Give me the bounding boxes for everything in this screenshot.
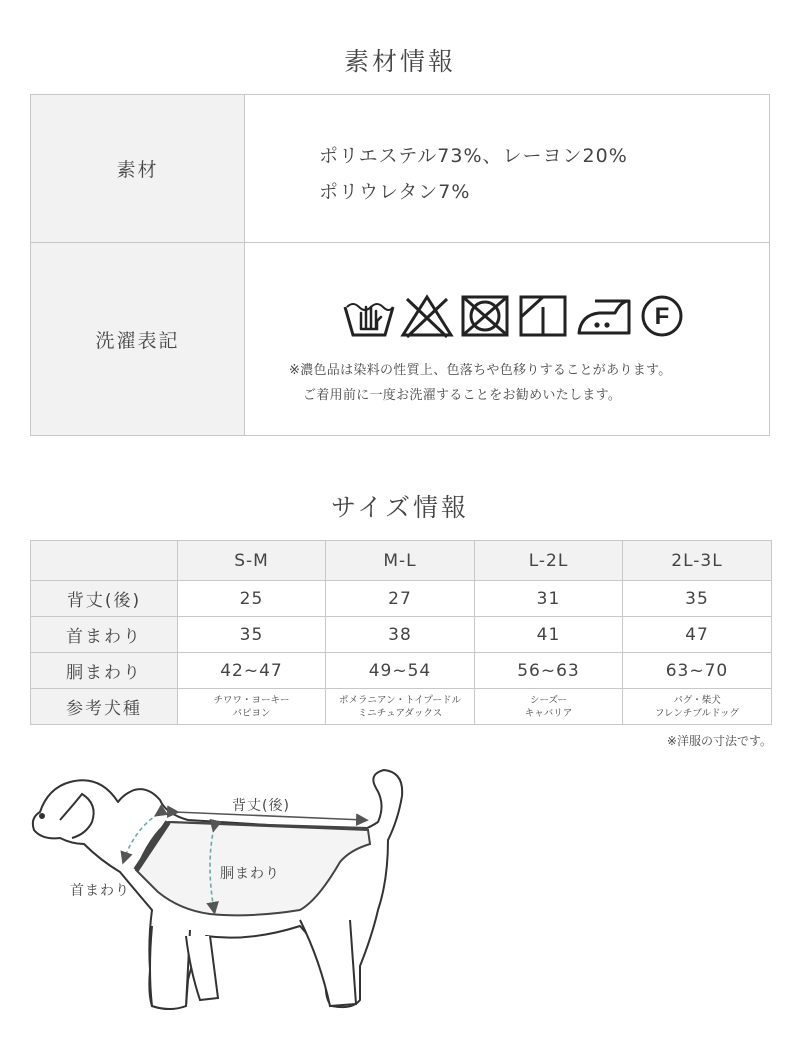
no-bleach-icon — [399, 293, 455, 339]
table-cell: 41 — [475, 617, 623, 653]
dry-clean-f-icon — [637, 293, 687, 339]
dog-measurement-diagram — [0, 760, 440, 1042]
material-table — [30, 94, 770, 436]
size-header-corner — [31, 541, 178, 581]
table-cell: 42~47 — [178, 653, 326, 689]
size-table — [30, 540, 772, 725]
table-row — [31, 617, 772, 653]
table-cell: 63~70 — [623, 653, 772, 689]
table-row — [31, 653, 772, 689]
care-label: 洗濯表記 — [31, 243, 245, 435]
table-row — [31, 581, 772, 617]
material-row — [31, 95, 769, 243]
care-content — [245, 243, 769, 435]
care-note-1: ※濃色品は染料の性質上、色落ちや色移りすることがあります。 — [289, 363, 672, 378]
size-header-s-m: S-M — [178, 541, 326, 581]
table-cell: 56~63 — [475, 653, 623, 689]
row-label-breed: 参考犬種 — [31, 689, 178, 725]
size-header-row — [31, 541, 772, 581]
table-cell: 35 — [178, 617, 326, 653]
diagram-label-chest: 胴まわり — [220, 866, 280, 882]
size-header-l-2l: L-2L — [475, 541, 623, 581]
breed-cell: チワワ・ヨーキー パピヨン — [178, 689, 326, 725]
iron-medium-icon — [575, 293, 633, 339]
breed-cell: パグ・柴犬 フレンチブルドッグ — [623, 689, 772, 725]
size-header-2l-3l: 2L-3L — [623, 541, 772, 581]
hand-wash-icon — [341, 293, 397, 339]
care-note-2: ご着用前に一度お洗濯することをお勧めいたします。 — [303, 388, 622, 403]
size-section-title: サイズ情報 — [330, 493, 469, 522]
table-cell: 49~54 — [326, 653, 475, 689]
material-section-title: 素材情報 — [343, 47, 456, 76]
table-cell: 38 — [326, 617, 475, 653]
table-cell: 27 — [326, 581, 475, 617]
diagram-label-back-length: 背丈(後) — [232, 798, 290, 814]
svg-text:F: F — [654, 303, 670, 330]
material-label: 素材 — [31, 95, 245, 242]
table-cell: 35 — [623, 581, 772, 617]
material-line-1: ポリエステル73%、レーヨン20% — [319, 145, 628, 167]
row-label-neck: 首まわり — [31, 617, 178, 653]
breed-cell: シーズー キャバリア — [475, 689, 623, 725]
table-row-breed — [31, 689, 772, 725]
care-row — [31, 243, 769, 435]
diagram-label-neck: 首まわり — [70, 883, 130, 899]
care-icons — [341, 293, 701, 343]
row-label-chest: 胴まわり — [31, 653, 178, 689]
size-header-m-l: M-L — [326, 541, 475, 581]
no-tumble-dry-icon — [459, 293, 511, 339]
line-dry-shade-icon — [517, 293, 569, 339]
table-cell: 31 — [475, 581, 623, 617]
table-cell: 25 — [178, 581, 326, 617]
size-note: ※洋服の寸法です。 — [666, 734, 772, 748]
material-line-2: ポリウレタン7% — [319, 181, 471, 203]
material-content — [245, 95, 769, 242]
row-label-back-length: 背丈(後) — [31, 581, 178, 617]
table-cell: 47 — [623, 617, 772, 653]
breed-cell: ポメラニアン・トイプードル ミニチュアダックス — [326, 689, 475, 725]
